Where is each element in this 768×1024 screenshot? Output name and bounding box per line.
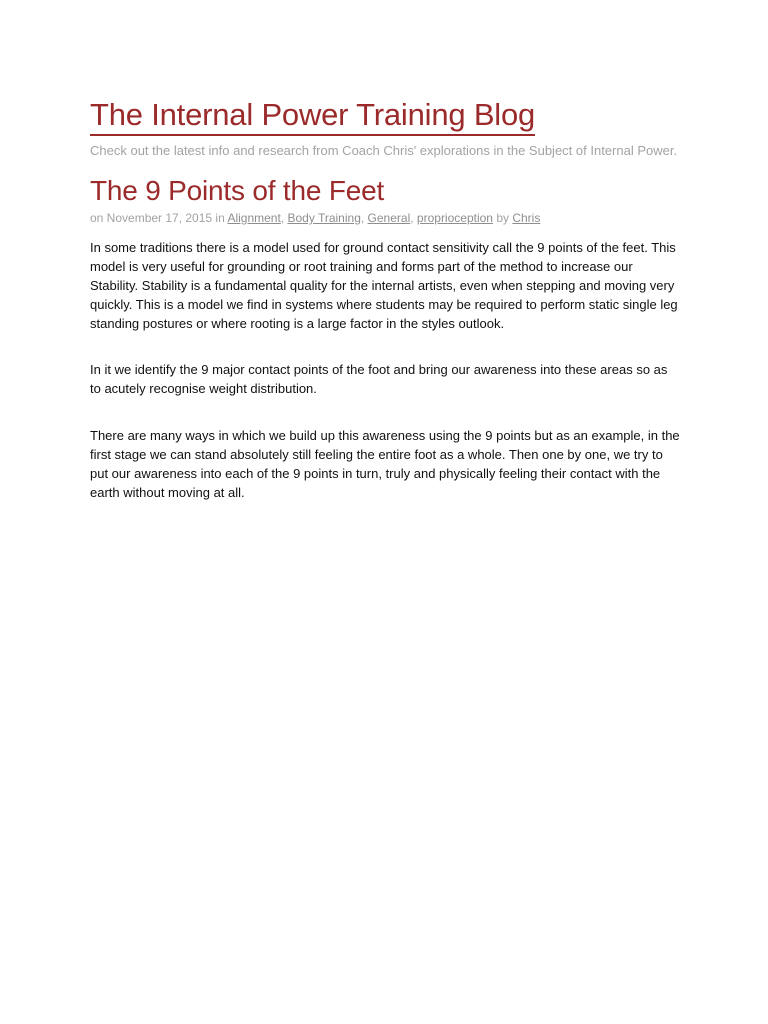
category-link-general[interactable]: General — [367, 211, 411, 225]
post-title: The 9 Points of the Feet — [90, 175, 385, 206]
post-paragraph-3: There are many ways in which we build up this awareness using the 9 points but as an example, in the first stage we can stand absolutely still feeling the entire foot as a whole. Then one by one, we try to put our awareness into each of the 9 points in turn, truly and physically feeling their contact with the earth without moving at all. — [90, 428, 680, 500]
post-paragraph-1: In some traditions there is a model used for ground contact sensitivity call the 9 points of the feet. This model is very useful for grounding or root training and forms part of the method to increase our Stability. Stability is a fundamental quality for the internal artists, even when stepping and moving very quickly. This is a model we find in systems where students may be required to perform static single leg standing postures or where rooting is a large factor in the styles outlook. — [90, 240, 678, 331]
blog-title[interactable]: The Internal Power Training Blog — [90, 96, 535, 136]
blog-tagline: Check out the latest info and research from Coach Chris' explorations in the Subject of Internal Power. — [90, 143, 678, 158]
post-date: on November 17, 2015 in — [90, 211, 228, 225]
category-link-proprioception[interactable]: proprioception — [416, 211, 493, 225]
post-by-text: by — [492, 211, 513, 225]
post-meta: on November 17, 2015 in Alignment, Body Training, General, proprioception by Chris — [90, 211, 541, 225]
category-link-body-training[interactable]: Body Training — [287, 211, 361, 225]
category-link-alignment[interactable]: Alignment — [227, 211, 281, 225]
post-paragraph-2: In it we identify the 9 major contact points of the foot and bring our awareness into these areas so as to acutely recognise weight distribution. — [90, 362, 668, 396]
author-link[interactable]: Chris — [512, 211, 541, 225]
post-body — [90, 238, 690, 502]
blog-page — [90, 96, 690, 502]
